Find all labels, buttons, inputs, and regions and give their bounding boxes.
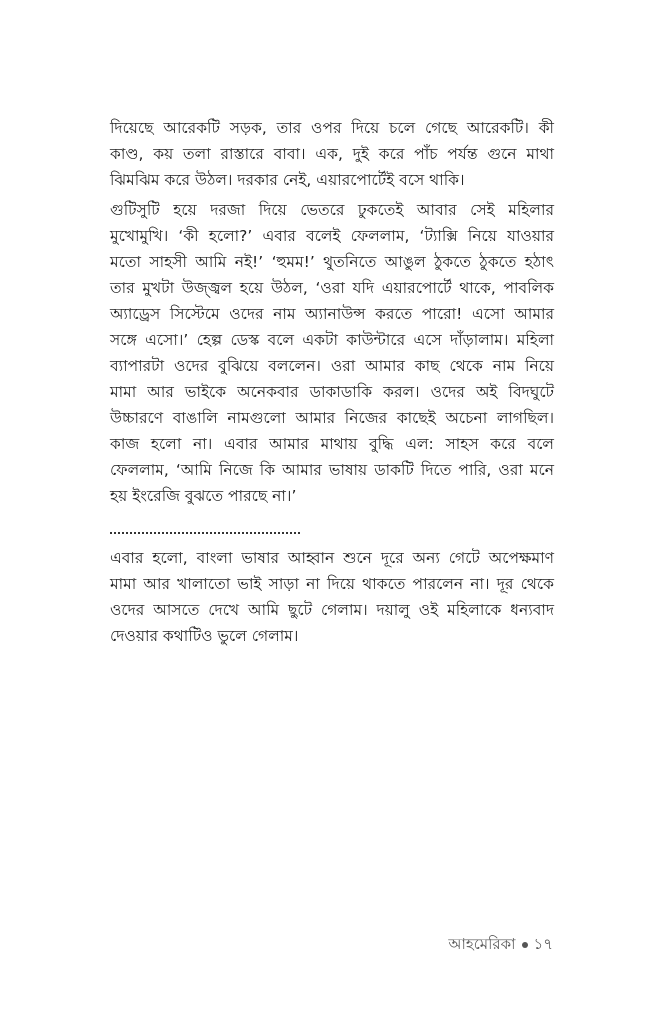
- text-line: ওদের আসতে দেখে আমি ছুটে গেলাম। দয়ালু ওই মহিলাকে ধন্যবাদ: [110, 601, 554, 619]
- book-title: আহমেরিকা: [448, 935, 516, 953]
- text-line: এবার হলো, বাংলা ভাষার আহ্বান শুনে দূরে অন্য গেটে অপেক্ষমাণ: [110, 549, 554, 567]
- bullet-icon: [522, 942, 528, 948]
- text-line: দিয়েছে আরেকটি সড়ক, তার ওপর দিয়ে চলে গেছে আরেকটি। কী: [110, 119, 554, 137]
- text-line: মুখোমুখি। ‘কী হলো?’ এবার বলেই ফেললাম, ‘ট্যাক্সি নিয়ে যাওয়ার: [110, 227, 554, 245]
- section-separator: [110, 532, 300, 534]
- text-line: ফেললাম, ‘আমি নিজে কি আমার ভাষায় ডাকটি দিতে পারি, ওরা মনে: [110, 461, 554, 479]
- page-footer: [448, 932, 553, 956]
- text-line: মতো সাহসী আমি নই!’ ‘হুমম!’ থুতনিতে আঙুল ঠুকতে ঠুকতে হঠাৎ: [110, 253, 554, 271]
- paragraph-1: [110, 115, 554, 193]
- text-line: তার মুখটা উজ্জ্বল হয়ে উঠল, ‘ওরা যদি এয়ারপোর্টে থাকে, পাবলিক: [110, 279, 554, 297]
- text-line: সঙ্গে এসো।’ হেল্প ডেস্ক বলে একটা কাউন্টারে এসে দাঁড়ালাম। মহিলা: [110, 331, 554, 349]
- paragraph-3: [110, 545, 554, 649]
- page-number: ১৭: [533, 935, 553, 953]
- text-line: ঝিমঝিম করে উঠল। দরকার নেই, এয়ারপোর্টেই বসে থাকি।: [110, 171, 465, 189]
- text-line: দেওয়ার কথাটিও ভুলে গেলাম।: [110, 627, 299, 645]
- text-line: গুটিসুটি হয়ে দরজা দিয়ে ভেতরে ঢুকতেই আবার সেই মহিলার: [110, 201, 554, 219]
- text-line: কাণ্ড, কয় তলা রাস্তারে বাবা। এক, দুই করে পাঁচ পর্যন্ত গুনে মাথা: [110, 145, 554, 163]
- text-line: হয় ইংরেজি বুঝতে পারছে না।’: [110, 487, 297, 505]
- text-line: মামা আর ভাইকে অনেকবার ডাকাডাকি করল। ওদের অই বিদঘুটে: [110, 383, 554, 401]
- text-line: ব্যাপারটা ওদের বুঝিয়ে বললেন। ওরা আমার কাছ থেকে নাম নিয়ে: [110, 357, 554, 375]
- text-line: অ্যাড্রেস সিস্টেমে ওদের নাম অ্যানাউন্স করতে পারো! এসো আমার: [110, 305, 554, 323]
- text-line: কাজ হলো না। এবার আমার মাথায় বুদ্ধি এল: সাহস করে বলে: [110, 435, 554, 453]
- paragraph-2: [110, 197, 554, 509]
- text-line: মামা আর খালাতো ভাই সাড়া না দিয়ে থাকতে পারলেন না। দূর থেকে: [110, 575, 554, 593]
- text-line: উচ্চারণে বাঙালি নামগুলো আমার নিজের কাছেই অচেনা লাগছিল।: [110, 409, 554, 427]
